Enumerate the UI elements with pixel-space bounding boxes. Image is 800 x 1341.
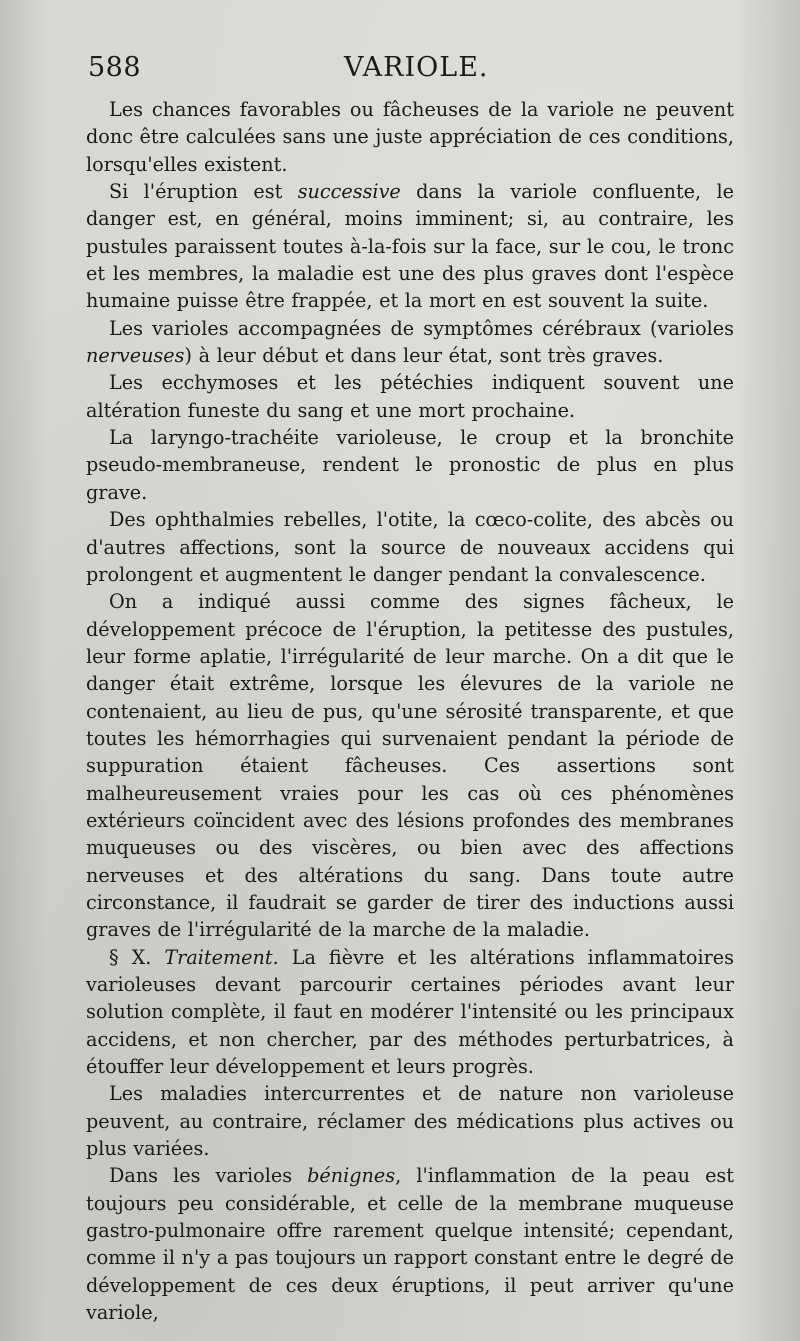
running-title: VARIOLE. bbox=[344, 52, 489, 83]
text-span: § X. bbox=[109, 945, 165, 969]
text-span: On a indiqué aussi comme des signes fâcheux, le développement précoce de l'éruption, la petitesse des pustules, leur forme aplatie, l'irrégularité de leur marche. On a dit que le danger était extrême, lorsque les élevures de la variole ne contenaient, au lieu de pus, qu'une sérosité transparente, et que toutes les hémorrhagies qui survenaient pendant la période de suppuration étaient fâcheuses. Ces assertions sont malheureusement vraies pour les cas où ces phénomènes extérieurs coïncident avec des lésions profondes des membranes muqueuses ou des viscères, ou bien avec des affections nerveuses et des altérations du sang. Dans toute autre circonstance, il faudrait se garder de tirer des inductions aussi graves de l'irrégularité de la marche de la maladie. bbox=[86, 590, 734, 942]
paragraph bbox=[86, 588, 734, 943]
text-span: dans la variole confluente, le danger est, en général, moins imminent; si, au contraire, les pustules paraissent toutes à-la-fois sur la face, sur le cou, le tronc et les membres, la maladie est une des plus graves dont l'espèce humaine puisse être frappée, et la mort en est souvent la suite. bbox=[86, 180, 735, 313]
italic-text: bénignes bbox=[307, 1164, 396, 1188]
paragraph bbox=[86, 506, 734, 588]
paragraph bbox=[86, 178, 734, 315]
paragraph bbox=[86, 369, 734, 424]
text-span: Les varioles accompagnées de symptômes cérébraux (varioles bbox=[109, 316, 734, 340]
paragraph bbox=[86, 315, 734, 370]
italic-text: successive bbox=[297, 180, 401, 204]
paragraph bbox=[86, 96, 734, 178]
italic-text: nerveuses bbox=[86, 344, 185, 368]
text-span: Des ophthalmies rebelles, l'otite, la cœco-colite, des abcès ou d'autres affections, sont la source de nouveaux accidens qui prolongent et augmentent le danger pendant la convalescence. bbox=[86, 508, 734, 586]
text-span: , l'inflammation de la peau est toujours peu considérable, et celle de la membrane muqueuse gastro-pulmonaire offre rarement quelque intensité; cependant, comme il n'y a pas toujours un rapport constant entre le degré de développement de ces deux éruptions, il peut arriver qu'une variole, bbox=[86, 1164, 734, 1325]
text-span: Les chances favorables ou fâcheuses de la variole ne peuvent donc être calculées sans une juste appréciation de ces conditions, lorsqu'elles existent. bbox=[86, 98, 734, 176]
text-span: Dans les varioles bbox=[109, 1164, 308, 1188]
paragraph bbox=[86, 424, 734, 506]
text-span: La laryngo-trachéite varioleuse, le croup et la bronchite pseudo-membraneuse, rendent le pronostic de plus en plus grave. bbox=[86, 426, 734, 504]
paragraph bbox=[86, 944, 734, 1081]
body-text bbox=[86, 96, 734, 1326]
italic-text: Traitement. bbox=[164, 945, 279, 969]
page-header bbox=[86, 52, 746, 88]
page-number: 588 bbox=[88, 52, 142, 83]
text-span: ) à leur début et dans leur état, sont très graves. bbox=[184, 344, 664, 368]
paragraph bbox=[86, 1080, 734, 1162]
text-span: Les ecchymoses et les pétéchies indiquent souvent une altération funeste du sang et une mort prochaine. bbox=[86, 371, 734, 422]
paragraph bbox=[86, 1162, 734, 1326]
text-span: Les maladies intercurrentes et de nature non varioleuse peuvent, au contraire, réclamer des médications plus actives ou plus variées. bbox=[86, 1082, 734, 1161]
text-span: La fièvre et les altérations inflammatoires varioleuses devant parcourir certaines périodes avant leur solution complète, il faut en modérer l'intensité ou les principaux accidens, et non chercher, par des méthodes perturbatrices, à étouffer leur développement et leurs progrès. bbox=[86, 945, 734, 1079]
text-span: Si l'éruption est bbox=[109, 180, 298, 204]
